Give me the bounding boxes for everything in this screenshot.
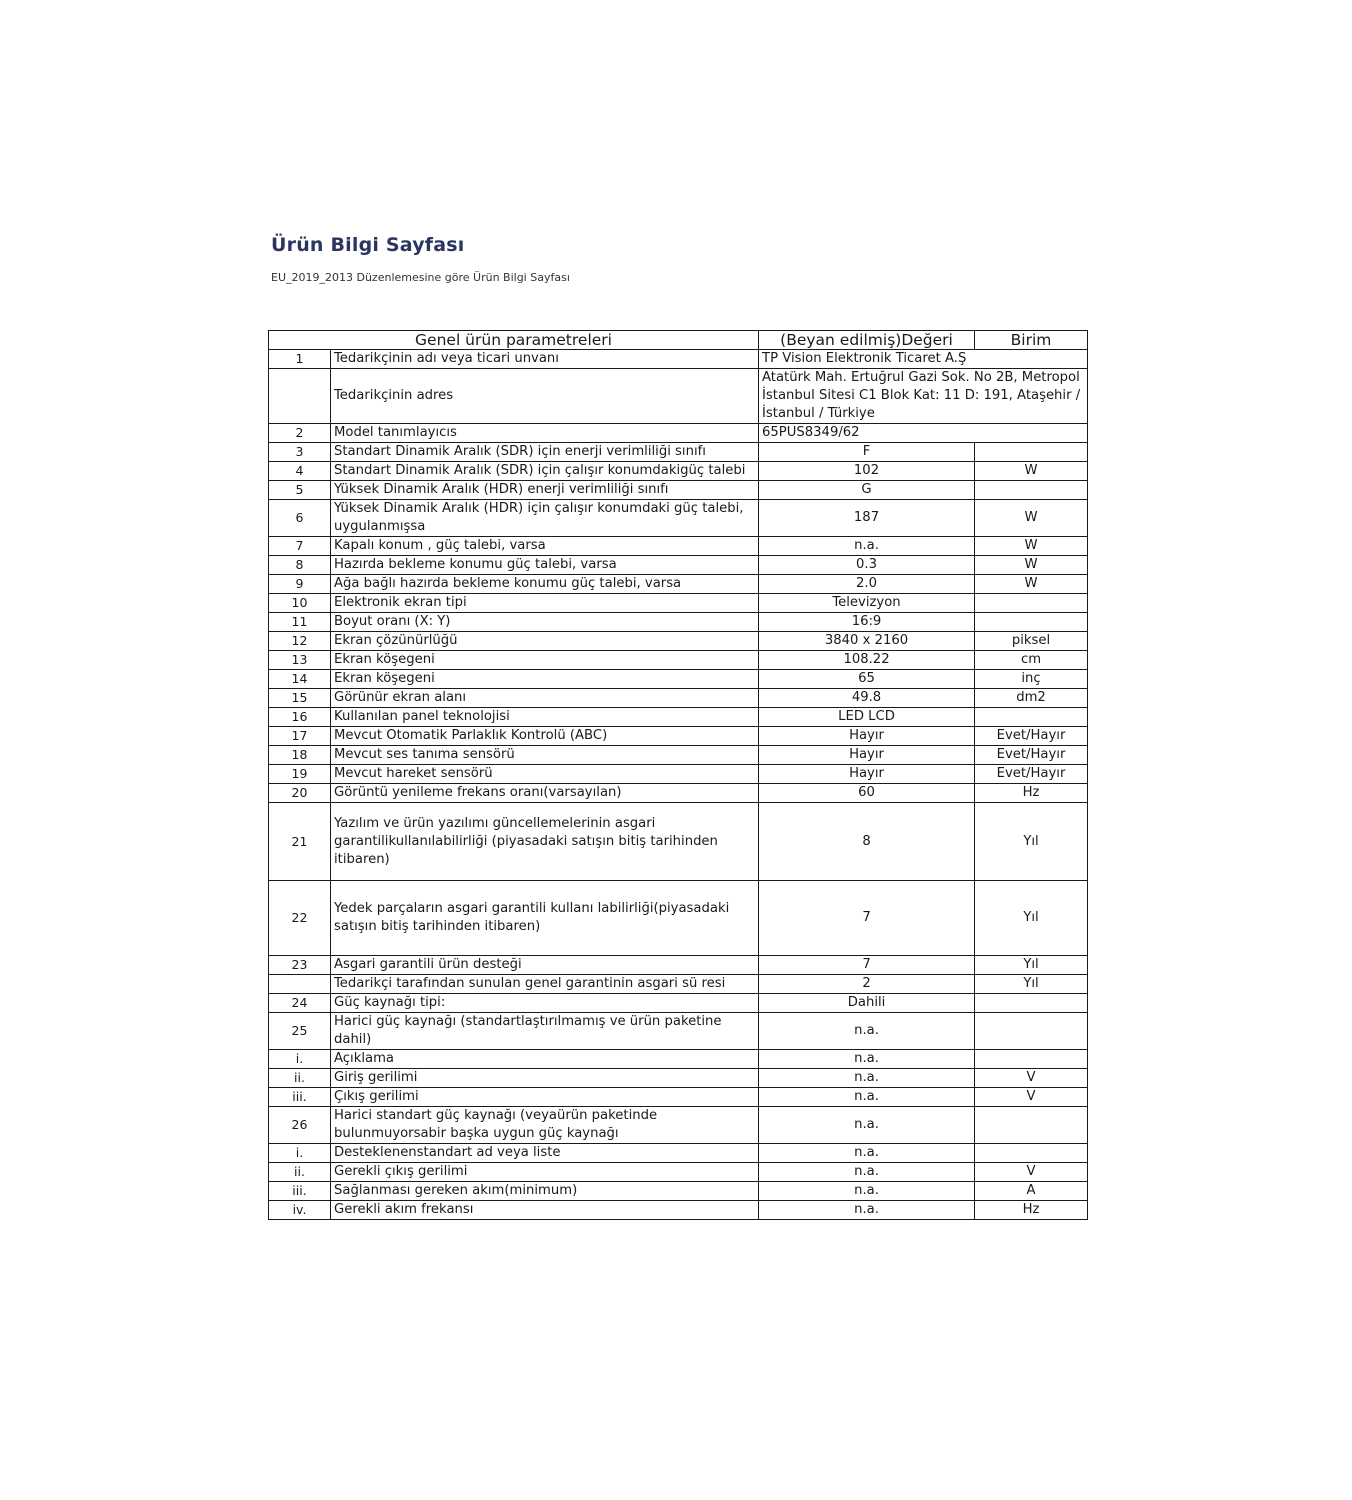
table-body	[269, 350, 1088, 1220]
parameter-name: Harici standart güç kaynağı (veyaürün paketinde bulunmuyorsabir başka uygun güç kaynağı	[331, 1107, 759, 1144]
table-row	[269, 975, 1088, 994]
row-number: 3	[269, 443, 331, 462]
row-number: 24	[269, 994, 331, 1013]
declared-value: 187	[759, 500, 975, 537]
declared-value: Hayır	[759, 765, 975, 784]
unit-cell	[975, 708, 1088, 727]
row-number: 13	[269, 651, 331, 670]
parameter-name: Ağa bağlı hazırda bekleme konumu güç talebi, varsa	[331, 575, 759, 594]
declared-value: TP Vision Elektronik Ticaret A.Ş	[759, 350, 1088, 369]
declared-value: n.a.	[759, 1088, 975, 1107]
unit-cell: Evet/Hayır	[975, 746, 1088, 765]
row-number: 2	[269, 424, 331, 443]
declared-value: 65PUS8349/62	[759, 424, 1088, 443]
declared-value: G	[759, 481, 975, 500]
unit-cell	[975, 443, 1088, 462]
row-number: 8	[269, 556, 331, 575]
unit-cell: cm	[975, 651, 1088, 670]
declared-value: F	[759, 443, 975, 462]
row-number	[269, 975, 331, 994]
unit-cell: Hz	[975, 1201, 1088, 1220]
declared-value: Dahili	[759, 994, 975, 1013]
table-row	[269, 881, 1088, 956]
parameter-name: Yedek parçaların asgari garantili kullanı labilirliği(piyasadaki satışın bitiş tarihinden itibaren)	[331, 881, 759, 956]
parameter-name: Ekran köşegeni	[331, 651, 759, 670]
table-row	[269, 1088, 1088, 1107]
parameter-name: Mevcut hareket sensörü	[331, 765, 759, 784]
declared-value: 0.3	[759, 556, 975, 575]
unit-cell	[975, 1107, 1088, 1144]
row-number: 1	[269, 350, 331, 369]
parameter-name: Tedarikçinin adı veya ticari unvanı	[331, 350, 759, 369]
declared-value: n.a.	[759, 1201, 975, 1220]
unit-cell	[975, 481, 1088, 500]
declared-value: Hayır	[759, 727, 975, 746]
parameter-name: Standart Dinamik Aralık (SDR) için çalışır konumdakigüç talebi	[331, 462, 759, 481]
parameter-name: Tedarikçi tarafından sunulan genel garantinin asgari sü resi	[331, 975, 759, 994]
parameter-name: Çıkış gerilimi	[331, 1088, 759, 1107]
parameter-name: Tedarikçinin adres	[331, 369, 759, 424]
table-row	[269, 994, 1088, 1013]
table-row	[269, 746, 1088, 765]
table-row	[269, 651, 1088, 670]
unit-cell: W	[975, 462, 1088, 481]
row-number: 23	[269, 956, 331, 975]
parameter-name: Açıklama	[331, 1050, 759, 1069]
row-number	[269, 369, 331, 424]
header-unit: Birim	[975, 331, 1088, 350]
unit-cell	[975, 1144, 1088, 1163]
declared-value: Hayır	[759, 746, 975, 765]
header-parameters: Genel ürün parametreleri	[269, 331, 759, 350]
unit-cell: Yıl	[975, 975, 1088, 994]
unit-cell: piksel	[975, 632, 1088, 651]
parameter-name: Kullanılan panel teknolojisi	[331, 708, 759, 727]
row-number: 22	[269, 881, 331, 956]
parameter-name: Görüntü yenileme frekans oranı(varsayılan)	[331, 784, 759, 803]
row-number: 11	[269, 613, 331, 632]
unit-cell	[975, 594, 1088, 613]
row-number: 6	[269, 500, 331, 537]
table-row	[269, 727, 1088, 746]
parameter-name: Model tanımlayıcıs	[331, 424, 759, 443]
page-title: Ürün Bilgi Sayfası	[271, 234, 465, 256]
declared-value: n.a.	[759, 1013, 975, 1050]
parameter-name: Ekran köşegeni	[331, 670, 759, 689]
unit-cell: V	[975, 1163, 1088, 1182]
unit-cell	[975, 1013, 1088, 1050]
row-number: 5	[269, 481, 331, 500]
declared-value: 2	[759, 975, 975, 994]
table-row	[269, 369, 1088, 424]
parameter-name: Görünür ekran alanı	[331, 689, 759, 708]
parameter-name: Yüksek Dinamik Aralık (HDR) için çalışır konumdaki güç talebi, uygulanmışsa	[331, 500, 759, 537]
declared-value: n.a.	[759, 1182, 975, 1201]
table-header-row	[269, 331, 1088, 350]
row-number: 12	[269, 632, 331, 651]
declared-value: 2.0	[759, 575, 975, 594]
table-row	[269, 708, 1088, 727]
parameter-name: Hazırda bekleme konumu güç talebi, varsa	[331, 556, 759, 575]
row-number: iii.	[269, 1088, 331, 1107]
table-row	[269, 1182, 1088, 1201]
row-number: ii.	[269, 1163, 331, 1182]
product-info-table	[268, 330, 1088, 1220]
row-number: 25	[269, 1013, 331, 1050]
declared-value: n.a.	[759, 1163, 975, 1182]
table-row	[269, 765, 1088, 784]
parameter-name: Yüksek Dinamik Aralık (HDR) enerji verimliliği sınıfı	[331, 481, 759, 500]
table-row	[269, 803, 1088, 881]
declared-value: 16:9	[759, 613, 975, 632]
unit-cell: V	[975, 1069, 1088, 1088]
table-row	[269, 1201, 1088, 1220]
declared-value: LED LCD	[759, 708, 975, 727]
row-number: ii.	[269, 1069, 331, 1088]
declared-value: 8	[759, 803, 975, 881]
table-row	[269, 537, 1088, 556]
unit-cell: Yıl	[975, 956, 1088, 975]
unit-cell: Hz	[975, 784, 1088, 803]
table-row	[269, 1163, 1088, 1182]
parameter-name: Güç kaynağı tipi:	[331, 994, 759, 1013]
table-row	[269, 1107, 1088, 1144]
parameter-name: Yazılım ve ürün yazılımı güncellemelerinin asgari garantilikullanılabilirliği (piyasadaki satışın bitiş tarihinden itibaren)	[331, 803, 759, 881]
declared-value: n.a.	[759, 1050, 975, 1069]
table-row	[269, 689, 1088, 708]
declared-value: n.a.	[759, 1107, 975, 1144]
parameter-name: Mevcut ses tanıma sensörü	[331, 746, 759, 765]
declared-value: Atatürk Mah. Ertuğrul Gazi Sok. No 2B, Metropol İstanbul Sitesi C1 Blok Kat: 11 D: 191, Ataşehir / İstanbul / Türkiye	[759, 369, 1088, 424]
unit-cell: V	[975, 1088, 1088, 1107]
declared-value: n.a.	[759, 537, 975, 556]
row-number: 16	[269, 708, 331, 727]
table-row	[269, 1144, 1088, 1163]
declared-value: 7	[759, 956, 975, 975]
declared-value: 7	[759, 881, 975, 956]
table-row	[269, 424, 1088, 443]
declared-value: 108.22	[759, 651, 975, 670]
parameter-name: Gerekli akım frekansı	[331, 1201, 759, 1220]
parameter-name: Kapalı konum , güç talebi, varsa	[331, 537, 759, 556]
unit-cell: Evet/Hayır	[975, 727, 1088, 746]
table-row	[269, 594, 1088, 613]
unit-cell: W	[975, 500, 1088, 537]
table-row	[269, 443, 1088, 462]
parameter-name: Giriş gerilimi	[331, 1069, 759, 1088]
row-number: 20	[269, 784, 331, 803]
row-number: 17	[269, 727, 331, 746]
row-number: 18	[269, 746, 331, 765]
table-row	[269, 1069, 1088, 1088]
declared-value: n.a.	[759, 1144, 975, 1163]
parameter-name: Asgari garantili ürün desteği	[331, 956, 759, 975]
declared-value: 65	[759, 670, 975, 689]
unit-cell: W	[975, 556, 1088, 575]
row-number: 26	[269, 1107, 331, 1144]
unit-cell: Yıl	[975, 881, 1088, 956]
unit-cell	[975, 1050, 1088, 1069]
table-row	[269, 670, 1088, 689]
parameter-name: Mevcut Otomatik Parlaklık Kontrolü (ABC)	[331, 727, 759, 746]
unit-cell	[975, 613, 1088, 632]
row-number: 15	[269, 689, 331, 708]
table-row	[269, 1013, 1088, 1050]
parameter-name: Standart Dinamik Aralık (SDR) için enerji verimliliği sınıfı	[331, 443, 759, 462]
parameter-name: Desteklenenstandart ad veya liste	[331, 1144, 759, 1163]
declared-value: 60	[759, 784, 975, 803]
declared-value: 49.8	[759, 689, 975, 708]
row-number: i.	[269, 1050, 331, 1069]
row-number: 21	[269, 803, 331, 881]
table-row	[269, 350, 1088, 369]
table-row	[269, 462, 1088, 481]
unit-cell: A	[975, 1182, 1088, 1201]
declared-value: Televizyon	[759, 594, 975, 613]
unit-cell: W	[975, 575, 1088, 594]
table-row	[269, 556, 1088, 575]
table-row	[269, 613, 1088, 632]
page-subtitle: EU_2019_2013 Düzenlemesine göre Ürün Bilgi Sayfası	[271, 271, 570, 284]
declared-value: 102	[759, 462, 975, 481]
table-row	[269, 784, 1088, 803]
unit-cell: W	[975, 537, 1088, 556]
row-number: 10	[269, 594, 331, 613]
unit-cell: Evet/Hayır	[975, 765, 1088, 784]
row-number: 7	[269, 537, 331, 556]
row-number: iv.	[269, 1201, 331, 1220]
parameter-name: Harici güç kaynağı (standartlaştırılmamış ve ürün paketine dahil)	[331, 1013, 759, 1050]
declared-value: n.a.	[759, 1069, 975, 1088]
row-number: i.	[269, 1144, 331, 1163]
parameter-name: Gerekli çıkış gerilimi	[331, 1163, 759, 1182]
table-row	[269, 956, 1088, 975]
row-number: iii.	[269, 1182, 331, 1201]
unit-cell: Yıl	[975, 803, 1088, 881]
unit-cell: dm2	[975, 689, 1088, 708]
table-row	[269, 1050, 1088, 1069]
table-row	[269, 500, 1088, 537]
declared-value: 3840 x 2160	[759, 632, 975, 651]
parameter-name: Boyut oranı (X: Y)	[331, 613, 759, 632]
parameter-name: Sağlanması gereken akım(minimum)	[331, 1182, 759, 1201]
table-row	[269, 575, 1088, 594]
table-row	[269, 481, 1088, 500]
parameter-name: Ekran çözünürlüğü	[331, 632, 759, 651]
unit-cell: inç	[975, 670, 1088, 689]
unit-cell	[975, 994, 1088, 1013]
row-number: 4	[269, 462, 331, 481]
table-row	[269, 632, 1088, 651]
parameter-name: Elektronik ekran tipi	[331, 594, 759, 613]
row-number: 14	[269, 670, 331, 689]
row-number: 9	[269, 575, 331, 594]
header-value: (Beyan edilmiş)Değeri	[759, 331, 975, 350]
row-number: 19	[269, 765, 331, 784]
